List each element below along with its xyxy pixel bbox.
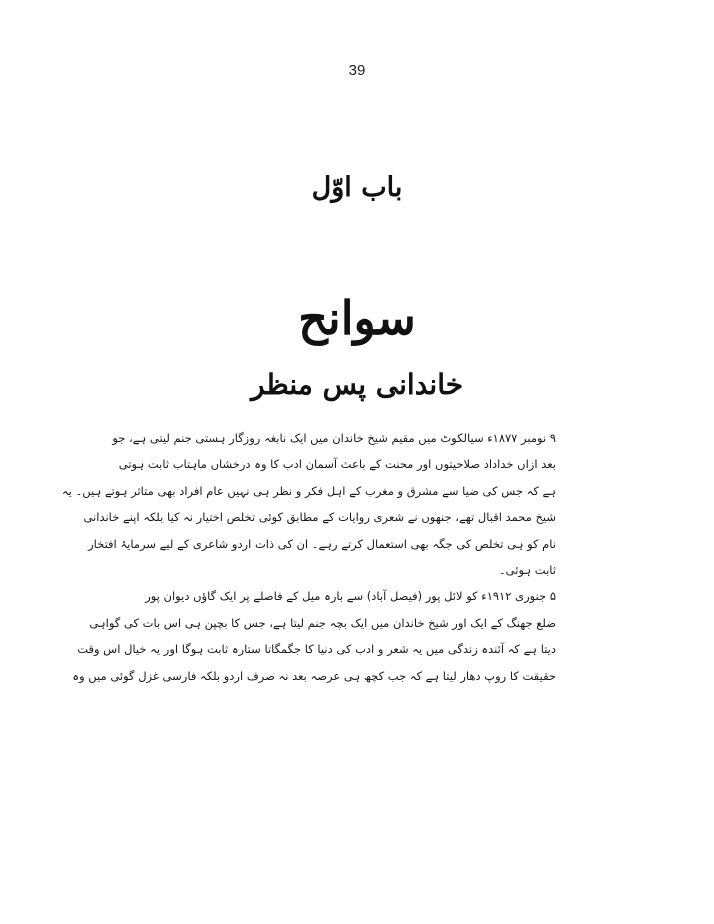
paragraph-2 (72, 583, 556, 689)
text-line: دیتا ہے کہ آئندہ زندگی میں یہ شعر و ادب کی دنیا کا جگمگاتا ستارہ ثابت ہوگا اور یہ خیال اس وقت (77, 642, 556, 657)
text-line: ہے کہ جس کی ضیا سے مشرق و مغرب کے اہل فکر و نظر ہی نہیں عام افراد بھی متاثر ہوتے ہیں۔ یہ (61, 483, 556, 498)
chapter-heading: باب اوّل (311, 172, 403, 203)
text-line: ضلع جھنگ کے ایک اور شیخ خاندان میں ایک بچہ جنم لیتا ہے، جس کا بچپن ہی اس بات کی گواہی (89, 615, 556, 630)
text-line: ۹ نومبر ۱۸۷۷ء سیالکوٹ میں مقیم شیخ خاندان میں ایک نابغہ روزگار ہستی جنم لیتی ہے، جو (112, 431, 556, 445)
paragraph-1 (61, 425, 556, 583)
text-line: ثابت ہوئی۔ (498, 562, 556, 577)
text-line: بعد ازاں خداداد صلاحیتوں اور محنت کے باعث آسمان ادب کا وہ درخشاں ماہتاب ثابت ہوتی (118, 457, 556, 472)
chapter-title: سوانح (298, 291, 416, 345)
text-line: ۵ جنوری ۱۹۱۲ء کو لائل پور (فیصل آباد) سے بارہ میل کے فاصلے پر ایک گاؤں دیوان پور (145, 589, 556, 604)
body-text (61, 425, 556, 689)
text-line: حقیقت کا روپ دھار لیتا ہے کہ جب کچھ ہی عرصہ بعد نہ صرف اردو بلکہ فارسی غزل گوئی میں وہ (72, 668, 556, 683)
section-heading: خاندانی پس منظر (250, 368, 464, 401)
page-number: 39 (348, 62, 366, 79)
text-line: نام کو ہی تخلص کی جگہ بھی استعمال کرتے رہے۔ ان کی ذات اردو شاعری کے لیے سرمایۂ افتخار (88, 536, 556, 551)
text-line: شیخ محمد اقبال تھے، جنھوں نے شعری روایات کے مطابق کوئی تخلص اختیار نہ کیا بلکہ اپنے خاندانی (83, 510, 556, 525)
